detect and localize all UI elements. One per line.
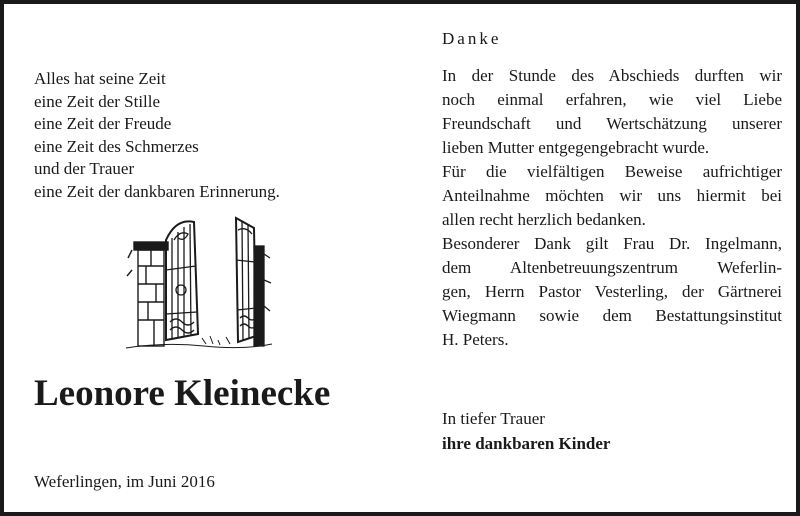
closing-signature [442,406,610,456]
open-gate-icon [124,210,274,350]
signature-line: ihre dankbaren Kinder [442,434,611,453]
poem-line: eine Zeit des Schmerzes [34,136,199,156]
thanks-line: gen, Herrn Pastor Vesterling, der Gärtnerei [442,282,782,301]
poem-line: eine Zeit der Stille [34,91,161,111]
thanks-line: lieben Mutter entgegengebracht wurde. [442,138,710,157]
thanks-line: Besonderer Dank gilt Frau Dr. Ingelmann, [442,234,782,253]
place-and-date: Weferlingen, im Juni 2016 [34,472,215,491]
thanks-line: Freundschaft und Wertschätzung unserer [442,114,782,133]
stone-pillar [127,242,168,346]
poem-line: eine Zeit der Freude [34,114,172,133]
right-gate-wing [236,218,271,346]
thanks-heading: Danke [442,29,502,48]
poem [34,68,374,203]
thanks-line: dem Altenbetreuungszentrum Weferlin- [442,258,782,277]
poem-line: eine Zeit der dankbaren Erinnerung. [34,181,280,201]
thanks-text [442,64,782,352]
closing-line: In tiefer Trauer [442,409,545,428]
deceased-name: Leonore Kleinecke [34,373,331,414]
thanks-line: Für die vielfältigen Beweise aufrichtiger [442,162,782,181]
poem-line: und der Trauer [34,159,135,178]
thanks-line: H. Peters. [442,330,509,349]
thanks-line: In der Stunde des Abschieds durften wir [442,66,782,85]
thanks-line: Anteilnahme möchten wir uns hiermit bei [442,186,782,205]
thanks-section [442,28,782,352]
poem-line: Alles hat seine Zeit [34,69,166,88]
thanks-line: noch einmal erfahren, wie viel Liebe [442,90,782,109]
thanks-line: allen recht herzlich bedanken. [442,210,646,229]
left-gate-wing [166,221,198,340]
thanks-line: Wiegmann sowie dem Bestattungsinstitut [442,306,782,325]
